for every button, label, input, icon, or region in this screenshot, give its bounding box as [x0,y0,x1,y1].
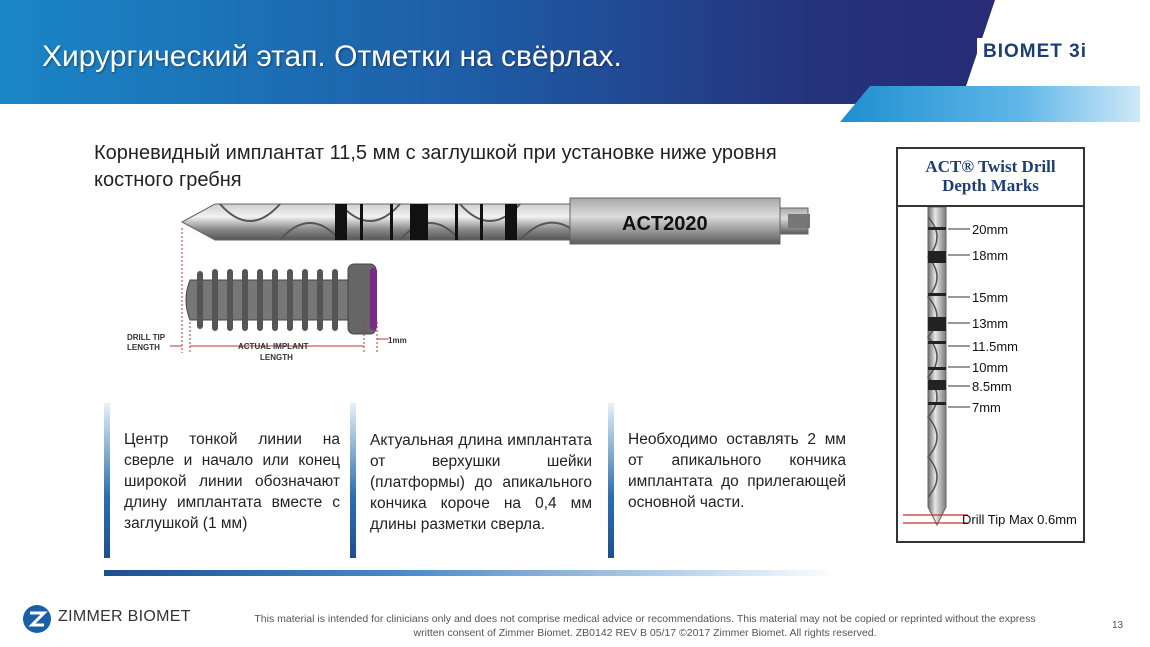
biomet-logo-text: BIOMET 3i [983,41,1088,62]
info-card-1 [104,403,340,558]
depth-band [360,204,363,240]
info-card-3 [608,403,846,558]
drill-tip-max-label: Drill Tip Max 0.6mm [962,512,1077,527]
info-card-text: Центр тонкой линии на сверле и начало или конец широкой линии обозначают длину имплантата вместе с заглушкой (1 мм) [124,431,340,532]
depth-drill-diagram [898,207,1083,541]
drill-tip-length-label-2: LENGTH [127,343,160,352]
depth-panel-title [898,157,1083,195]
depth-mark-label: 15mm [972,290,1009,305]
info-card-text: Необходимо оставлять 2 мм от апикального кончика имплантата до прилегающей основной части. [628,431,846,511]
depth-mark-label: 10mm [972,360,1009,375]
footer-disclaimer: This material is intended for clinicians only and does not comprise medical advice or recommendations. This material may not be copied or reprinted without the express written consent of Zimmer Biomet. ZB0142 REV B 05/17 ©2017 Zimmer Biomet. All rights reserved. [254,613,1036,639]
zimmer-biomet-logo-icon [22,604,52,634]
drill-implant-figure [120,188,820,378]
cover-screw [370,268,377,330]
cards-underline [104,570,838,576]
implant [186,264,377,334]
depth-band [505,204,517,240]
one-mm-label: 1mm [388,336,407,345]
slide-subtitle: Корневидный имплантат 11,5 мм с заглушкой при установке ниже уровня костного гребня [94,142,777,191]
depth-title-line2: Depth Marks [942,176,1039,195]
page-number: 13 [1112,620,1124,631]
info-card-2 [350,403,592,558]
depth-title-line1: ACT® Twist Drill [925,157,1056,176]
slide-title: Хирургический этап. Отметки на свёрлах. [42,40,622,73]
actual-implant-length-label-1: ACTUAL IMPLANT [238,342,309,351]
twist-drill [182,198,810,244]
depth-mark-label: 18mm [972,248,1009,263]
depth-marks-panel [896,147,1085,543]
depth-band [455,204,458,240]
depth-mark-label: 8.5mm [972,379,1012,394]
actual-implant-length-label-2: LENGTH [260,353,293,362]
info-card-text: Актуальная длина имплантата от верхушки шейки (платформы) до апикального кончика короче на 0,4 мм длины разметки сверла. [370,432,592,533]
depth-mark-label: 7mm [972,400,1001,415]
depth-band [480,204,483,240]
header-accent-stripe [840,86,1140,122]
depth-mark-label: 11.5mm [972,339,1018,354]
depth-mark-label: 20mm [972,222,1009,237]
drill-model-label: ACT2020 [622,213,708,235]
depth-mark-label: 13mm [972,316,1009,331]
depth-band [335,204,347,240]
drill-tip-length-label-1: DRILL TIP [127,333,166,342]
depth-band [390,204,393,240]
company-name: ZIMMER BIOMET [58,608,191,625]
biomet-3i-logo [977,36,1137,64]
depth-band [410,204,428,240]
